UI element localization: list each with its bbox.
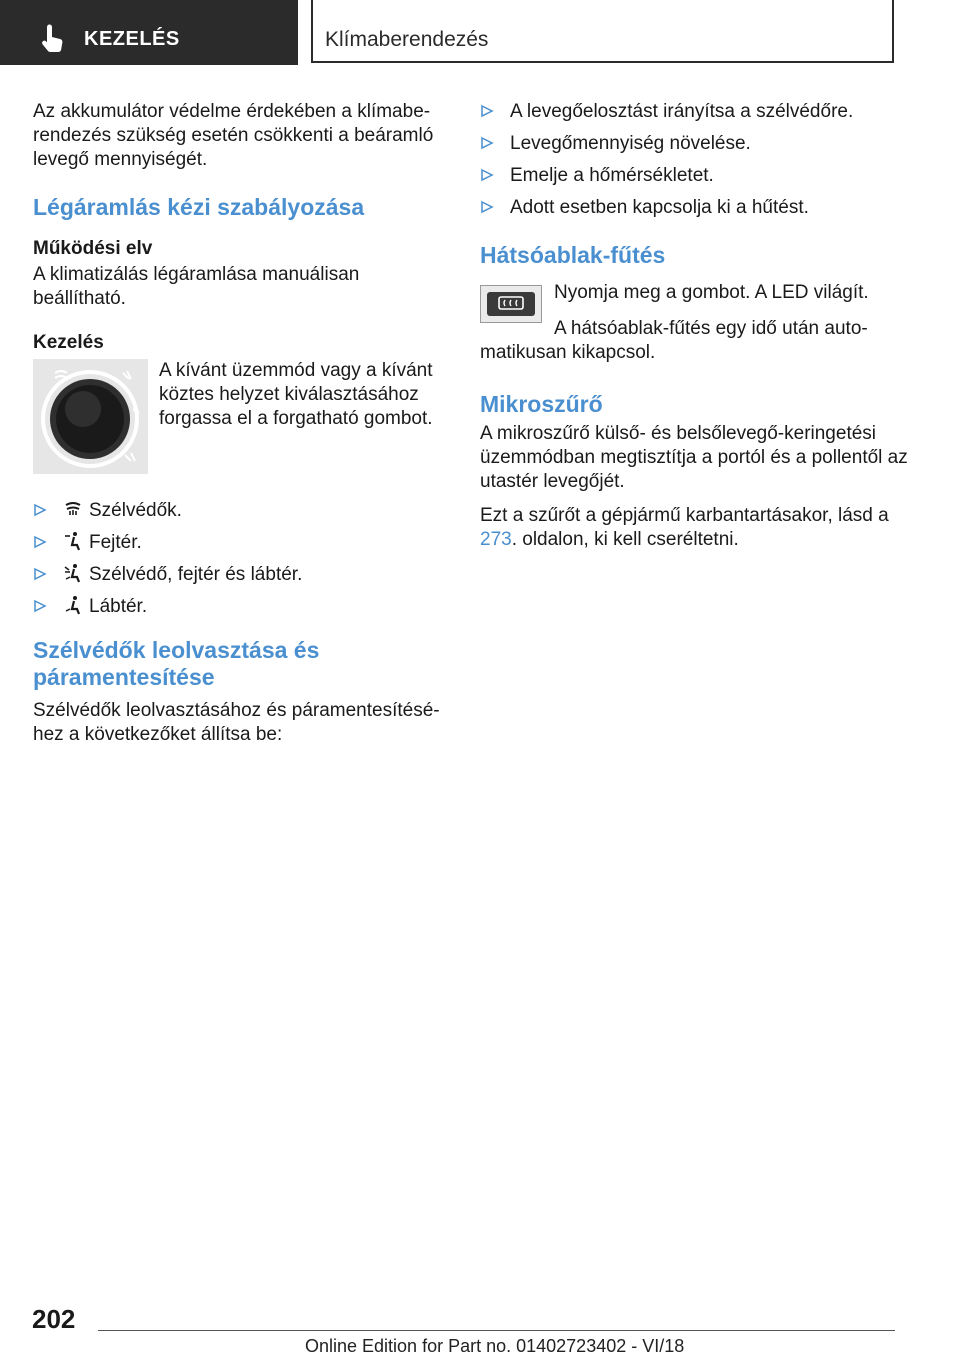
list-item [480, 196, 910, 228]
micro-filter-heading: Mikroszűrő [480, 391, 603, 417]
right-column [480, 100, 910, 566]
service-text-pre: Ezt a szűrőt a gépjármű karbantartásakor, lásd a [480, 505, 889, 526]
triangle-bullet-icon [480, 104, 494, 118]
head-area-icon [63, 531, 83, 551]
triangle-bullet-icon [480, 136, 494, 150]
rear-window-heading: Hátsóablak-fűtés [480, 242, 666, 268]
list-item [33, 499, 453, 531]
rear-defrost-button-image [480, 285, 542, 323]
mode-label: Szélvédők. [89, 500, 182, 521]
windshield-icon [63, 499, 83, 519]
mode-label: Lábtér. [89, 596, 148, 617]
chapter-title: Klímaberendezés [325, 28, 489, 51]
section-label: KEZELÉS [84, 28, 180, 50]
left-column [33, 100, 453, 761]
footer-divider [98, 1330, 895, 1331]
step-text: Emelje a hőmérsékletet. [510, 165, 714, 186]
list-item [33, 531, 453, 563]
service-text-post: . oldalon, ki kell cseréltetni. [511, 529, 739, 550]
triangle-bullet-icon [33, 535, 47, 549]
knob-instruction: A kívánt üzemmód vagy a kívánt köztes helyzet kiválasztásához forgassa el a forgatható gombot. [159, 360, 433, 429]
list-item [480, 100, 910, 132]
triangle-bullet-icon [480, 168, 494, 182]
micro-filter-text: A mikroszűrő külső- és belsőlevegő-keringetési üzemmódban megtisztítja a portól és a pollentől az utastér levegőjét. [480, 423, 908, 492]
list-item [33, 563, 453, 595]
mode-label: Szélvédő, fejtér és lábtér. [89, 564, 303, 585]
manual-airflow-heading: Légáramlás kézi szabályozása [33, 194, 365, 220]
section-tab [0, 0, 298, 65]
defrost-steps-list [480, 100, 910, 228]
rotary-knob-image [33, 359, 148, 474]
triangle-bullet-icon [33, 567, 47, 581]
mode-list [33, 499, 453, 627]
rear-defrost-icon [487, 292, 535, 316]
list-item [480, 164, 910, 196]
principle-text: A klimatizálás légáramlása manuálisan beállítható. [33, 264, 360, 309]
mode-label: Fejtér. [89, 532, 142, 553]
triangle-bullet-icon [480, 200, 494, 214]
triangle-bullet-icon [33, 503, 47, 517]
principle-heading: Működési elv [33, 238, 153, 259]
step-text: Adott esetben kapcsolja ki a hűtést. [510, 197, 809, 218]
step-text: A levegőelosztást irányítsa a szélvédőre. [510, 101, 854, 122]
operation-heading: Kezelés [33, 332, 104, 353]
triangle-bullet-icon [33, 599, 47, 613]
page-reference-link[interactable]: 273 [480, 529, 512, 550]
rear-defrost-auto-off-text: A hátsóablak-fűtés egy idő után auto-matikusan kikapcsol. [480, 318, 868, 363]
footwell-icon [63, 595, 83, 615]
defrost-text: Szélvédők leolvasztásához és páramentesítésé-hez a következőket állítsa be: [33, 700, 440, 745]
hand-pointer-icon [38, 24, 68, 54]
intro-paragraph: Az akkumulátor védelme érdekében a klímabe-rendezés szükség esetén csökkenti a beáramló levegő mennyiségét. [33, 101, 434, 170]
chapter-title-box [311, 0, 894, 63]
defrost-heading: Szélvédők leolvasztása és páramentesítése [33, 637, 320, 690]
rear-defrost-section [480, 282, 910, 345]
edition-note: Online Edition for Part no. 01402723402 - VI/18 [305, 1336, 685, 1356]
list-item [33, 595, 453, 627]
step-text: Levegőmennyiség növelése. [510, 133, 751, 154]
micro-filter-service [480, 504, 910, 552]
rear-defrost-instruction: Nyomja meg a gombot. A LED világít. [554, 282, 869, 303]
page-number: 202 [32, 1304, 76, 1334]
windshield-head-foot-icon [63, 563, 83, 583]
knob-section [33, 359, 453, 485]
list-item [480, 132, 910, 164]
